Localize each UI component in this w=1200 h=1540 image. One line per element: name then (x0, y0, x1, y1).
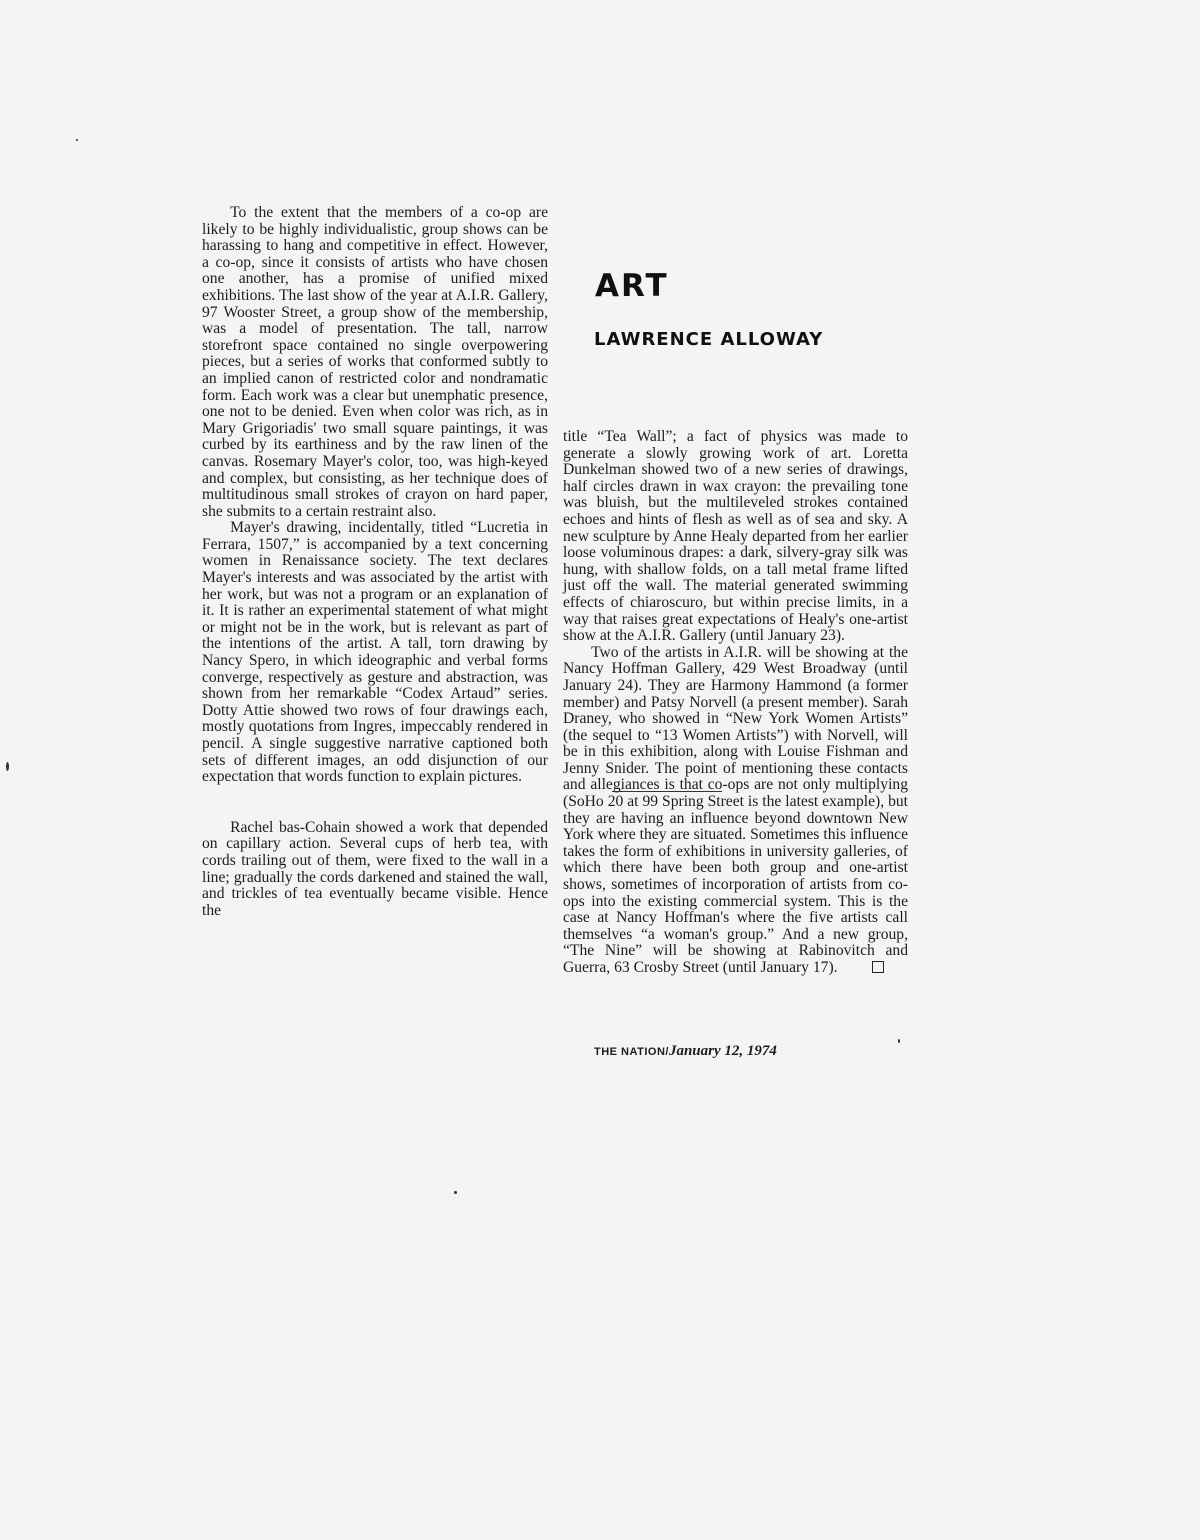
end-of-article-mark (872, 961, 884, 973)
left-column (202, 205, 548, 919)
page-footer (594, 1043, 777, 1060)
publication-name: THE NATION/ (594, 1046, 669, 1058)
paragraph (563, 645, 908, 977)
byline: LAWRENCE ALLOWAY (594, 329, 824, 350)
paragraph: Mayer's drawing, incidentally, titled “Lucretia in Ferrara, 1507,” is accompanied by a text concerning women in Renaissance society. The text declares Mayer's interests and was associated by the artist with her work, but was not a program or an explanation of it. It is rather an experimental statement of what might or might not be in the work, but is relevant as part of the intentions of the artist. A tall, torn drawing by Nancy Spero, in which ideographic and verbal forms converge, respectively as gesture and abstraction, was shown from her remarkable “Codex Artaud” series. Dotty Attie showed two rows of four drawings each, mostly quotations from Ingres, impeccably rendered in pencil. A single suggestive narrative captioned both sets of different images, an odd disjunction of our expectation that words function to explain pictures. (202, 519, 548, 786)
right-column (563, 429, 908, 977)
paragraph: title “Tea Wall”; a fact of physics was made to generate a slowly growing work of art. Loretta Dunkelman showed two of a new series of drawings, half circles drawn in wax crayon: the prevailing tone was bluish, but the multileveled strokes contained echoes and hints of flesh as well as of sea and sky. A new sculpture by Anne Healy departed from her earlier loose voluminous drapes: a dark, silvery-gray silk was hung, with shallow folds, on a tall metal frame lifted just off the wall. The material generated swimming effects of chiaroscuro, but within precise limits, in a way that raises great expectations of Healy's one-artist show at the A.I.R. Gallery (until January 23). (563, 428, 908, 645)
print-speck (76, 139, 78, 141)
print-speck (6, 762, 9, 771)
paragraph: To the extent that the members of a co-op are likely to be highly individualistic, group shows can be harassing to hang and competitive in effect. However, a co-op, since it consists of artists who have chosen one another, has a promise of unified mixed exhibitions. The last show of the year at A.I.R. Gallery, 97 Wooster Street, a group show of the membership, was a model of presentation. The tall, narrow storefront space contained no single overpowering pieces, but a series of works that conformed subtly to an implied canon of restricted color and nondramatic form. Each work was a clear but unemphatic presence, one not to be denied. Even when color was rich, as in Mary Grigoriadis' two small square paintings, it was curbed by its earthiness and by the raw linen of the canvas. Rosemary Mayer's color, too, was high-keyed and complex, but consisting, as her technique does of multitudinous small strokes of crayon on hard paper, she submits to a certain restraint also. (202, 204, 548, 520)
print-speck (454, 1191, 457, 1194)
print-speck (898, 1039, 900, 1043)
issue-date: January 12, 1974 (668, 1043, 777, 1059)
paragraph: Rachel bas-Cohain showed a work that depended on capillary action. Several cups of herb tea, with cords trailing out of them, were fixed to the wall in a line; gradually the cords darkened and stained the wall, and trickles of tea eventually became visible. Hence the (202, 818, 548, 919)
paragraph-text: Two of the artists in A.I.R. will be showing at the Nancy Hoffman Gallery, 429 West Broadway (until January 24). They are Harmony Hammond (a former member) and Patsy Norvell (a present member). Sarah Draney, who showed in “New York Women Artists” (the sequel to “13 Women Artists”) with Norvell, will be in this exhibition, along with Louise Fishman and Jenny Snider. The point of mentioning these contacts and allegiances is that co-ops are not only multiplying (SoHo 20 at 99 Spring Street is the latest example), but they are having an influence beyond downtown New York where they are situated. Sometimes this influence takes the form of exhibitions in university galleries, of which there have been both group and one-artist shows, sometimes of incorporation of artists from co-ops into the existing commercial system. This is the case at Nancy Hoffman's where the five artists call themselves “a woman's group.” And a new group, “The Nine” will be showing at Rabinovitch and Guerra, 63 Crosby Street (until January 17). (563, 643, 908, 976)
section-title: ART (595, 268, 669, 304)
section-rule (612, 791, 722, 792)
